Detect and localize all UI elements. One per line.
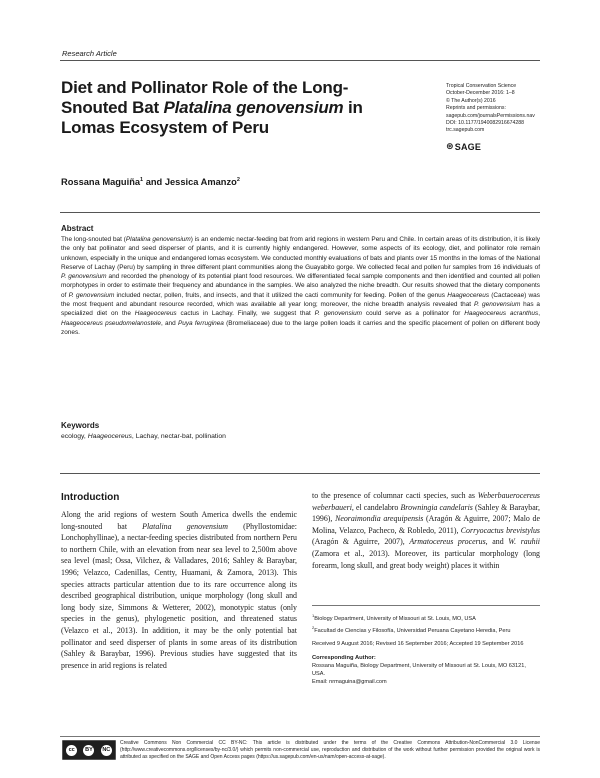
abstract-divider [60, 212, 540, 213]
title-text-end: in Lomas Ecosystem of Peru [61, 98, 363, 137]
sage-logo-text: SAGE [454, 141, 482, 152]
article-title [61, 78, 381, 138]
keywords-heading: Keywords [61, 421, 100, 430]
introduction-heading: Introduction [61, 492, 120, 503]
author-2-affil: 2 [236, 177, 240, 183]
header-divider [60, 60, 540, 61]
affiliation-2: $^2$Facultad de Ciencias y Filosofía, Universidad Peruana Cayetano Heredia, Peru [312, 624, 511, 634]
intro-column-right: to the presence of columnar cacti species, such as Weberbauerocereus weberbaueri, el candelabro Browningia candelaris (Sahley & Baraybar, 1996), Neoraimondia arequipensis (Aragón & Aguirre, 2007; Malo de Molina, Velazco, Pacheco, & Robledo, 2011), Corryocactus brevistylus (Aragón & Aguirre, 2007), Armatocereus procerus, and W. rauhii (Zamora et al., 2013). Moreover, its particular morphology (long forearm, long skull, and great body weight) places it within [312, 491, 540, 570]
journal-name: Tropical Conservation Science [446, 83, 517, 89]
intro-column-left: Along the arid regions of western South America dwells the endemic long-snouted bat Platalina genovensium (Phyllostomidae: Lonchophyllinae), a nectar-feeding species distributed from northern Peru to northern Chile, with an elevation from near sea level to 2,500m above sea level (masl; Ossa, Vilchez, & Valladares, 2016; Sahley & Baraybar, 1996; Velazco, Cadenillas, Centty, Huamani, & Zamora, 2013). This species attracts particular attention due to its rare occurrence along its described geographical distribution, unique morphology (long skull and long body size, Simmons & Wetterer, 2002), monotypic status (only species in the genus), phylogenetic position, and threatened status (Velazco et al., 2013). In addition, it may be the only potential bat pollinator and seed disperser of plants in some areas of its distribution (Sahley & Baraybar, 1996). Previous studies have suggested that its presence in arid regions is related [61, 510, 297, 670]
author-2: Jessica Amanzo [164, 177, 237, 188]
reprints-link[interactable]: sagepub.com/journalsPermissions.nav [446, 112, 535, 119]
title-text: Diet and Pollinator Role of the Long-Snouted Bat [61, 78, 349, 117]
affiliations-divider [312, 605, 540, 606]
nc-icon: NC [101, 745, 112, 756]
sage-logo-icon: ⊛ [446, 141, 454, 151]
abstract-text: The long-snouted bat (Platalina genovensium) is an endemic nectar-feeding bat from arid regions in western Peru and Chile. In certain areas of its distribution, it is likely the only bat pollinator and seed disperser of plants, and it is currently highly endangered. However, some aspects of its ecology, diet, and pollinator role remain unknown, especially in the unique and endangered lomas ecosystem. We conducted monthly evaluations of bats and plants over 15 months in the lomas of the National Reserve of Lachay (Peru) by sampling in three different plant communities along the Guayabito gorge. We collected fecal and pollen fur samples from 16 individuals of P. genovensium and recorded the phenology of its potential plant food resources. We differentiated fecal sample components and then identified and counted all pollen morphotypes in order to estimate their frequency and abundance in the samples. We also analyzed the niche breadth. Our results showed that the dietary components of P. genovensium included nectar, pollen, fruits, and insects, and that it utilized the cacti community for feeding. Pollen of the genus Haageocereus (Cactaceae) was the most frequent and abundant resource recorded, which was available all year long; moreover, the niche breadth analysis revealed that P. genovensium has a specialized diet on the Haageocereus cactus in Lachay. Finally, we suggest that P. genovensium could serve as a pollinator for Haageocereus acranthus, Haageocereus pseudomelanostele, and Puya ferruginea (Bromeliaceae) due to the large pollen loads it carries and the specific placement of pollen on different body zones. [61, 236, 541, 336]
journal-meta [446, 83, 556, 135]
author-1-affil: 1 [140, 177, 144, 183]
journal-site-link[interactable]: trc.sagepub.com [446, 127, 485, 134]
received-dates: Received 9 August 2016; Revised 16 September 2016; Accepted 19 September 2016 [312, 641, 524, 648]
reprints-label: Reprints and permissions: [446, 105, 506, 112]
footer-divider [60, 736, 540, 737]
sage-logo [446, 141, 481, 152]
author-1: Rossana Maguiña [61, 177, 141, 188]
license-text: Creative Commons Non Commercial CC BY-NC: This article is distributed under the terms of the Creative Commons Attribution-NonCommercial 3.0 License (http://www.creativecommons.org/licenses/by-nc/3.0/) which permits non-commercial use, reproduction and distribution of the work without further permission provided the original work is attributed as specified on the SAGE and Open Access pages (https://us.sagepub.com/en-us/nam/open-access-at-sage). [120, 740, 540, 760]
keywords-list: ecology, Haageocereus, Lachay, nectar-bat, pollination [61, 433, 226, 440]
authors-and: and [143, 177, 165, 188]
abstract-heading: Abstract [61, 224, 94, 233]
corresponding-email[interactable]: Email: nrmaguina@gmail.com [312, 678, 387, 685]
affiliation-1: $^1$Biology Department, University of Missouri at St. Louis, MO, USA [312, 613, 476, 622]
copyright: © The Author(s) 2016 [446, 97, 496, 104]
affiliations [312, 612, 540, 686]
doi-link[interactable]: DOI: 10.1177/1940082916674288 [446, 120, 525, 127]
cc-license-badge[interactable] [62, 740, 116, 760]
title-species: Platalina genovensium [163, 98, 344, 117]
corresponding-author: Rossana Maguiña, Biology Department, University of Missouri at St. Louis, MO 63121, USA. [312, 662, 526, 677]
corresponding-heading: Corresponding Author: [312, 655, 376, 662]
journal-issue: October-December 2016: 1–8 [446, 90, 515, 97]
by-icon: BY [83, 745, 94, 756]
intro-divider [60, 473, 540, 474]
authors [61, 177, 240, 187]
cc-icon: cc [66, 745, 77, 756]
article-type-label: Research Article [62, 49, 117, 58]
